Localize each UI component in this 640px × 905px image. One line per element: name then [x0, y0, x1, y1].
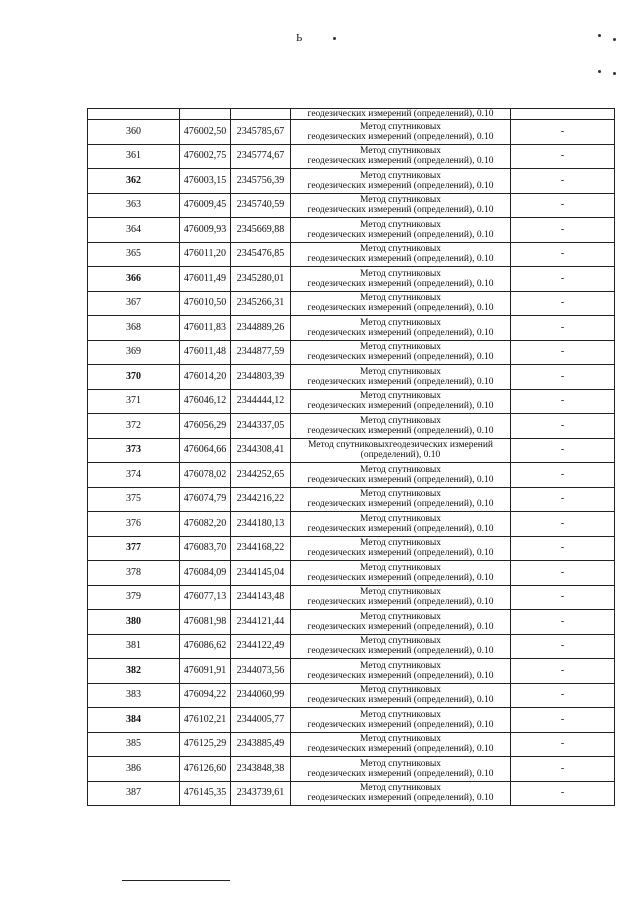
- description-cell: -: [511, 340, 615, 365]
- table-row: [88, 365, 615, 390]
- method-line: Метод спутниковых: [359, 513, 442, 524]
- method-line: Метод спутниковых: [359, 636, 442, 647]
- method-line: геодезических измерений (определений), 0.10: [307, 180, 494, 191]
- point-number-cell: 380: [88, 610, 180, 635]
- x-coordinate-cell: 476125,29: [180, 732, 231, 757]
- scan-dot: [598, 70, 601, 73]
- y-coordinate-cell: 2345756,39: [231, 169, 291, 194]
- y-coordinate-cell: 2344803,39: [231, 365, 291, 390]
- table-row: [88, 536, 615, 561]
- method-cell: [291, 438, 511, 463]
- method-line: геодезических измерений (определений), 0.10: [307, 744, 494, 755]
- x-coordinate-cell: 476010,50: [180, 291, 231, 316]
- method-line: Метод спутниковых: [359, 244, 442, 255]
- method-cell: [291, 389, 511, 414]
- method-cell: [291, 610, 511, 635]
- x-coordinate-cell: 476011,49: [180, 267, 231, 292]
- table-row: [88, 463, 615, 488]
- x-coordinate-cell: 476126,60: [180, 757, 231, 782]
- description-cell: -: [511, 389, 615, 414]
- y-coordinate-cell: 2344005,77: [231, 708, 291, 733]
- y-coordinate-cell: 2344444,12: [231, 389, 291, 414]
- description-cell: -: [511, 120, 615, 145]
- table-row: [88, 316, 615, 341]
- table-row: [88, 732, 615, 757]
- signature-line: [122, 880, 230, 881]
- description-cell: -: [511, 634, 615, 659]
- table-row: [88, 120, 615, 145]
- table-row: [88, 109, 615, 120]
- x-coordinate-cell: 476011,83: [180, 316, 231, 341]
- x-coordinate-cell: 476011,20: [180, 242, 231, 267]
- y-coordinate-cell: 2344168,22: [231, 536, 291, 561]
- table-row: [88, 610, 615, 635]
- point-number-cell: 386: [88, 757, 180, 782]
- point-number-cell: 367: [88, 291, 180, 316]
- table-row: [88, 781, 615, 806]
- table-row: [88, 242, 615, 267]
- scan-dot: [333, 37, 336, 40]
- point-number-cell: 365: [88, 242, 180, 267]
- y-coordinate-cell: 2345740,59: [231, 193, 291, 218]
- x-coordinate-cell: 476145,35: [180, 781, 231, 806]
- method-cell: [291, 218, 511, 243]
- x-coordinate-cell: 476083,70: [180, 536, 231, 561]
- method-line: геодезических измерений (определений), 0.10: [307, 352, 494, 363]
- table-row: [88, 193, 615, 218]
- method-line: геодезических измерений (определений), 0.10: [307, 621, 494, 632]
- y-coordinate-cell: 2344252,65: [231, 463, 291, 488]
- method-line: геодезических измерений (определений), 0.10: [307, 156, 494, 167]
- point-number-cell: 387: [88, 781, 180, 806]
- point-number-cell: 364: [88, 218, 180, 243]
- method-cell: [291, 169, 511, 194]
- y-coordinate-cell: 2345266,31: [231, 291, 291, 316]
- method-line: Метод спутниковых: [359, 391, 442, 402]
- method-line: Метод спутниковых: [359, 734, 442, 745]
- method-line: Метод спутниковых: [359, 709, 442, 720]
- method-line: геодезических измерений (определений), 0.10: [307, 695, 494, 706]
- table-row: [88, 218, 615, 243]
- table-row: [88, 708, 615, 733]
- point-number-cell: 374: [88, 463, 180, 488]
- method-line: Метод спутниковых: [359, 219, 442, 230]
- method-line: Метод спутниковых: [359, 660, 442, 671]
- table-row: [88, 634, 615, 659]
- method-line: Метод спутниковых: [359, 562, 442, 573]
- method-cell: [291, 414, 511, 439]
- point-number-cell: 362: [88, 169, 180, 194]
- description-cell: -: [511, 438, 615, 463]
- table-row: [88, 389, 615, 414]
- method-line: Метод спутниковых: [359, 758, 442, 769]
- method-line: Метод спутниковых: [359, 611, 442, 622]
- point-number-cell: 377: [88, 536, 180, 561]
- method-line: геодезических измерений (определений), 0.10: [307, 793, 494, 804]
- description-cell: -: [511, 561, 615, 586]
- x-coordinate-cell: 476056,29: [180, 414, 231, 439]
- method-line: Метод спутниковых: [359, 415, 442, 426]
- y-coordinate-cell: 2344073,56: [231, 659, 291, 684]
- x-coordinate-cell: 476091,91: [180, 659, 231, 684]
- method-line: Метод спутниковых: [359, 587, 442, 598]
- point-number-cell: 369: [88, 340, 180, 365]
- method-cell: [291, 732, 511, 757]
- method-cell: [291, 585, 511, 610]
- x-coordinate-cell: 476011,48: [180, 340, 231, 365]
- method-cell: [291, 242, 511, 267]
- method-line: Метод спутниковых: [359, 317, 442, 328]
- method-cell: [291, 659, 511, 684]
- description-cell: -: [511, 291, 615, 316]
- method-line: Метод спутниковых: [359, 464, 442, 475]
- method-line: геодезических измерений (определений), 0.10: [307, 719, 494, 730]
- method-line: геодезических измерений (определений), 0.10: [307, 278, 494, 289]
- description-cell: -: [511, 708, 615, 733]
- method-line: геодезических измерений (определений), 0.10: [307, 425, 494, 436]
- x-coordinate-cell: 476078,02: [180, 463, 231, 488]
- method-line: (определений), 0.10: [360, 450, 441, 461]
- method-line: Метод спутниковых: [359, 489, 442, 500]
- x-coordinate-cell: [180, 109, 231, 120]
- y-coordinate-cell: 2344216,22: [231, 487, 291, 512]
- point-number-cell: 366: [88, 267, 180, 292]
- description-cell: -: [511, 242, 615, 267]
- method-line: Метод спутниковых: [359, 685, 442, 696]
- point-number-cell: 372: [88, 414, 180, 439]
- scan-dot: [613, 38, 616, 41]
- scan-dot: [613, 72, 616, 75]
- x-coordinate-cell: 476009,45: [180, 193, 231, 218]
- y-coordinate-cell: 2345774,67: [231, 144, 291, 169]
- method-cell: [291, 487, 511, 512]
- table-row: [88, 291, 615, 316]
- x-coordinate-cell: 476082,20: [180, 512, 231, 537]
- point-number-cell: 370: [88, 365, 180, 390]
- method-line: Метод спутниковых: [359, 293, 442, 304]
- method-line: Метод спутниковых: [359, 146, 442, 157]
- method-line: геодезических измерений (определений), 0.10: [307, 254, 494, 265]
- description-cell: -: [511, 365, 615, 390]
- point-number-cell: 371: [88, 389, 180, 414]
- x-coordinate-cell: 476014,20: [180, 365, 231, 390]
- method-cell: геодезических измерений (определений), 0.10: [291, 109, 511, 120]
- method-cell: [291, 561, 511, 586]
- point-number-cell: 375: [88, 487, 180, 512]
- x-coordinate-cell: 476064,66: [180, 438, 231, 463]
- coordinates-table: [87, 108, 615, 806]
- y-coordinate-cell: 2343848,38: [231, 757, 291, 782]
- y-coordinate-cell: 2345476,85: [231, 242, 291, 267]
- method-line: геодезических измерений (определений), 0.10: [307, 548, 494, 559]
- description-cell: -: [511, 781, 615, 806]
- x-coordinate-cell: 476081,98: [180, 610, 231, 635]
- method-line: Метод спутниковых: [359, 268, 442, 279]
- description-cell: -: [511, 757, 615, 782]
- method-cell: [291, 120, 511, 145]
- x-coordinate-cell: 476077,13: [180, 585, 231, 610]
- table-row: [88, 340, 615, 365]
- y-coordinate-cell: 2344889,26: [231, 316, 291, 341]
- point-number-cell: 385: [88, 732, 180, 757]
- x-coordinate-cell: 476086,62: [180, 634, 231, 659]
- method-line: геодезических измерений (определений), 0.10: [307, 474, 494, 485]
- description-cell: -: [511, 414, 615, 439]
- method-line: геодезических измерений (определений), 0.10: [307, 597, 494, 608]
- method-cell: [291, 144, 511, 169]
- table-row: [88, 512, 615, 537]
- table-row: [88, 487, 615, 512]
- scan-dot: [598, 34, 601, 37]
- description-cell: -: [511, 536, 615, 561]
- method-line: Метод спутниковых: [359, 538, 442, 549]
- method-line: Метод спутниковых: [359, 170, 442, 181]
- y-coordinate-cell: 2344308,41: [231, 438, 291, 463]
- point-number-cell: 376: [88, 512, 180, 537]
- method-cell: [291, 512, 511, 537]
- method-line: геодезических измерений (определений), 0.10: [307, 499, 494, 510]
- y-coordinate-cell: 2343739,61: [231, 781, 291, 806]
- method-cell: [291, 683, 511, 708]
- point-number-cell: 382: [88, 659, 180, 684]
- point-number-cell: 381: [88, 634, 180, 659]
- x-coordinate-cell: 476002,75: [180, 144, 231, 169]
- table-row: [88, 414, 615, 439]
- method-line: геодезических измерений (определений), 0.10: [307, 205, 494, 216]
- x-coordinate-cell: 476084,09: [180, 561, 231, 586]
- x-coordinate-cell: 476074,79: [180, 487, 231, 512]
- y-coordinate-cell: 2344121,44: [231, 610, 291, 635]
- method-line: геодезических измерений (определений), 0.10: [307, 229, 494, 240]
- method-line: Метод спутниковых: [359, 121, 442, 132]
- x-coordinate-cell: 476003,15: [180, 169, 231, 194]
- description-cell: -: [511, 512, 615, 537]
- description-cell: [511, 109, 615, 120]
- method-cell: [291, 781, 511, 806]
- method-cell: [291, 291, 511, 316]
- table-row: [88, 144, 615, 169]
- y-coordinate-cell: 2343885,49: [231, 732, 291, 757]
- description-cell: -: [511, 585, 615, 610]
- x-coordinate-cell: 476002,50: [180, 120, 231, 145]
- table-row: [88, 757, 615, 782]
- method-cell: [291, 267, 511, 292]
- y-coordinate-cell: 2344122,49: [231, 634, 291, 659]
- method-cell: [291, 708, 511, 733]
- point-number-cell: 361: [88, 144, 180, 169]
- table-row: [88, 438, 615, 463]
- method-line: Метод спутниковыхгеодезических измерений: [307, 440, 493, 451]
- description-cell: -: [511, 463, 615, 488]
- method-cell: [291, 193, 511, 218]
- method-cell: [291, 365, 511, 390]
- y-coordinate-cell: 2345280,01: [231, 267, 291, 292]
- method-line: Метод спутниковых: [359, 342, 442, 353]
- point-number-cell: 384: [88, 708, 180, 733]
- description-cell: -: [511, 659, 615, 684]
- point-number-cell: 373: [88, 438, 180, 463]
- page-mark: Ь: [296, 32, 303, 44]
- table-row: [88, 169, 615, 194]
- point-number-cell: 363: [88, 193, 180, 218]
- table-row: [88, 561, 615, 586]
- method-line: геодезических измерений (определений), 0.10: [307, 646, 494, 657]
- description-cell: -: [511, 316, 615, 341]
- table-row: [88, 659, 615, 684]
- y-coordinate-cell: 2344060,99: [231, 683, 291, 708]
- table-row: [88, 683, 615, 708]
- x-coordinate-cell: 476046,12: [180, 389, 231, 414]
- point-number-cell: 379: [88, 585, 180, 610]
- x-coordinate-cell: 476102,21: [180, 708, 231, 733]
- method-line: геодезических измерений (определений), 0.10: [307, 401, 494, 412]
- point-number-cell: 383: [88, 683, 180, 708]
- method-line: геодезических измерений (определений), 0.10: [307, 768, 494, 779]
- y-coordinate-cell: 2344337,05: [231, 414, 291, 439]
- method-line: Метод спутниковых: [359, 783, 442, 794]
- x-coordinate-cell: 476094,22: [180, 683, 231, 708]
- y-coordinate-cell: 2345785,67: [231, 120, 291, 145]
- y-coordinate-cell: 2344145,04: [231, 561, 291, 586]
- description-cell: -: [511, 169, 615, 194]
- method-line: Метод спутниковых: [359, 366, 442, 377]
- method-cell: [291, 757, 511, 782]
- description-cell: -: [511, 610, 615, 635]
- method-line: геодезических измерений (определений), 0.10: [307, 131, 494, 142]
- y-coordinate-cell: 2345669,88: [231, 218, 291, 243]
- method-cell: [291, 316, 511, 341]
- method-line: Метод спутниковых: [359, 195, 442, 206]
- description-cell: -: [511, 487, 615, 512]
- description-cell: -: [511, 144, 615, 169]
- method-line: геодезических измерений (определений), 0.10: [307, 523, 494, 534]
- method-line: геодезических измерений (определений), 0.10: [307, 376, 494, 387]
- method-line: геодезических измерений (определений), 0.10: [307, 572, 494, 583]
- point-number-cell: 368: [88, 316, 180, 341]
- method-line: геодезических измерений (определений), 0.10: [307, 303, 494, 314]
- table-row: [88, 267, 615, 292]
- method-cell: [291, 634, 511, 659]
- method-cell: [291, 340, 511, 365]
- point-number-cell: 378: [88, 561, 180, 586]
- description-cell: -: [511, 218, 615, 243]
- method-cell: [291, 536, 511, 561]
- description-cell: -: [511, 193, 615, 218]
- method-line: геодезических измерений (определений), 0.10: [307, 670, 494, 681]
- x-coordinate-cell: 476009,93: [180, 218, 231, 243]
- point-number-cell: 360: [88, 120, 180, 145]
- point-number-cell: [88, 109, 180, 120]
- y-coordinate-cell: 2344143,48: [231, 585, 291, 610]
- y-coordinate-cell: [231, 109, 291, 120]
- method-cell: [291, 463, 511, 488]
- description-cell: -: [511, 732, 615, 757]
- y-coordinate-cell: 2344180,13: [231, 512, 291, 537]
- table-row: [88, 585, 615, 610]
- description-cell: -: [511, 683, 615, 708]
- method-line: геодезических измерений (определений), 0.10: [307, 327, 494, 338]
- y-coordinate-cell: 2344877,59: [231, 340, 291, 365]
- description-cell: -: [511, 267, 615, 292]
